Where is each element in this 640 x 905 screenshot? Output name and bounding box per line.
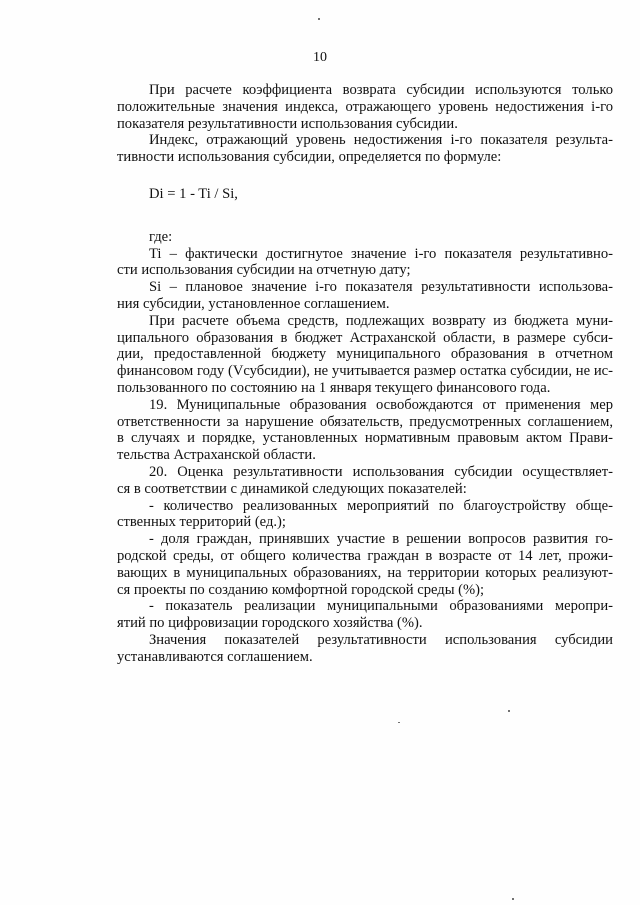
scan-speck xyxy=(398,722,400,723)
text-line: 19. Муниципальные образования освобождаются от применения мер xyxy=(149,396,613,413)
text-line: тивности использования субсидии, определяется по формуле: xyxy=(117,149,502,166)
text-line: тельства Астраханской области. xyxy=(117,447,316,464)
body-text xyxy=(117,82,613,666)
text-line: устанавливаются соглашением. xyxy=(117,648,313,665)
text-line: в случаях и порядке, установленных нормативным правовым актом Прави- xyxy=(117,430,613,447)
text-line: Значения показателей результативности использования субсидии xyxy=(149,631,613,648)
page-number: 10 xyxy=(313,50,327,65)
text-line: Ti – фактически достигнутое значение i-го показателя результативно- xyxy=(149,245,613,262)
text-line: ственных территорий (ед.); xyxy=(117,514,286,531)
text-line: ответственности за нарушение обязательств, предусмотренных соглашением, xyxy=(117,413,613,430)
text-line: Di = 1 - Ti / Si, xyxy=(149,185,238,202)
text-line: финансовом году (Vсубсидии), не учитывается размер остатка субсидии, не ис- xyxy=(117,363,613,380)
text-line: При расчете объема средств, подлежащих возврату из бюджета муни- xyxy=(149,312,613,329)
text-line: ятий по цифровизации городского хозяйства (%). xyxy=(117,615,423,632)
text-line: положительные значения индекса, отражающего уровень недостижения i-го xyxy=(117,98,613,115)
text-line: ся проекты по созданию комфортной городской среды (%); xyxy=(117,581,485,598)
text-line: - доля граждан, принявших участие в решении вопросов развития го- xyxy=(149,531,613,548)
scan-speck xyxy=(508,710,510,712)
text-line: родской среды, от общего количества граждан в возрасте от 14 лет, прожи- xyxy=(117,547,613,564)
text-line: 20. Оценка результативности использования субсидии осуществляет- xyxy=(149,463,613,480)
scan-speck xyxy=(512,898,514,900)
text-line: Si – плановое значение i-го показателя результативности использова- xyxy=(149,279,613,296)
text-line: - количество реализованных мероприятий по благоустройству обще- xyxy=(149,497,613,514)
text-line: ся в соответствии с динамикой следующих показателей: xyxy=(117,480,467,497)
text-line: вающих в муниципальных образованиях, на территории которых реализуют- xyxy=(117,564,613,581)
text-line: сти использования субсидии на отчетную дату; xyxy=(117,262,411,279)
text-line: дии, предоставленной бюджету муниципального образования в отчетном xyxy=(117,346,613,363)
text-line: где: xyxy=(149,228,173,245)
text-line: При расчете коэффициента возврата субсидии используются только xyxy=(149,82,613,98)
text-line: ципального образования в бюджет Астраханской области, в размере субси- xyxy=(117,329,613,346)
text-line: ния субсидии, установленное соглашением. xyxy=(117,295,390,312)
text-line: показателя результативности использования субсидии. xyxy=(117,115,458,132)
text-line: Индекс, отражающий уровень недостижения i-го показателя результа- xyxy=(149,132,613,149)
text-line: - показатель реализации муниципальными образованиями меропри- xyxy=(149,598,613,615)
text-line: пользованного по состоянию на 1 января текущего финансового года. xyxy=(117,379,551,396)
scan-speck xyxy=(318,18,320,20)
